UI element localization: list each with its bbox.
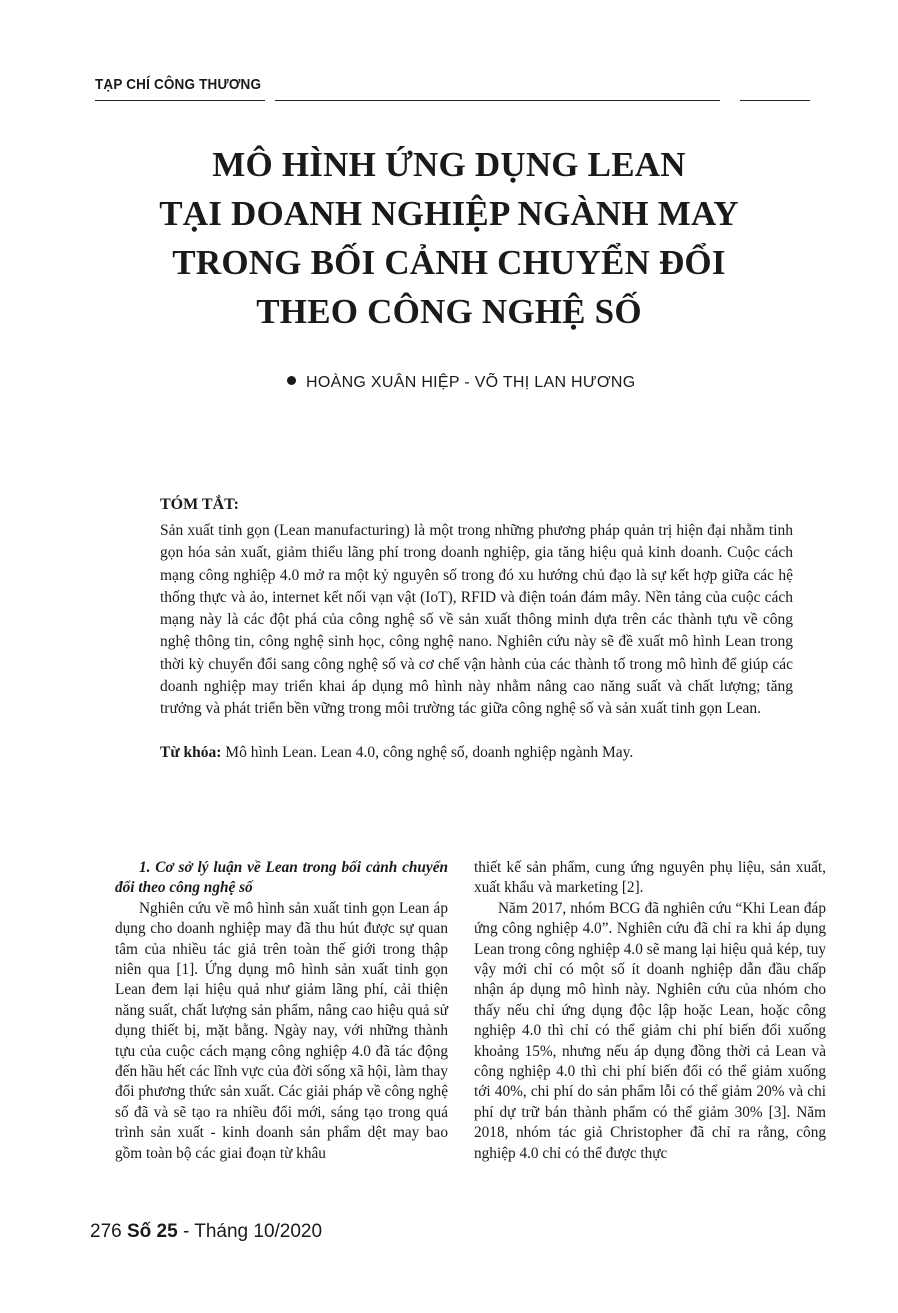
header-rule-right [740, 100, 810, 101]
keywords-text: Mô hình Lean. Lean 4.0, công nghệ số, doanh nghiệp ngành May. [225, 744, 634, 761]
keywords-label: Từ khóa: [160, 744, 222, 761]
body-column-left [115, 858, 448, 1164]
page-footer [90, 1221, 322, 1243]
issue-date: Tháng 10/2020 [194, 1221, 323, 1242]
bullet-icon [287, 376, 296, 385]
abstract-body [160, 520, 793, 721]
issue-number: Số 25 [126, 1221, 178, 1242]
section-heading: 1. Cơ sở lý luận về Lean trong bối cảnh chuyển đổi theo công nghệ số [115, 859, 448, 897]
title-line: THEO CÔNG NGHỆ SỐ [256, 292, 642, 331]
body-column-right [474, 858, 826, 1164]
abstract-text: Sản xuất tinh gọn (Lean manufacturing) là một trong những phương pháp quản trị hiện đại nhằm tinh gọn hóa sản xuất, giảm thiểu lãng phí trong doanh nghiệp, gia tăng hiệu quả kinh doanh. Cuộc cách mạng công nghiệp 4.0 mở ra một kỷ nguyên số trong đó xu hướng chủ đạo là sự kết hợp giữa các hệ thống thực và ảo, internet kết nối vạn vật (IoT), RFID và điện toán đám mây. Nền tảng của cuộc cách mạng này là các đột phá của công nghệ số về sản xuất thông minh dựa trên các thành tựu về công nghệ thông tin, công nghệ sinh học, công nghệ nano. Nghiên cứu này sẽ đề xuất mô hình Lean trong thời kỳ chuyển đổi sang công nghệ số và cơ chế vận hành của các thành tố trong mô hình để giúp các doanh nghiệp may triển khai áp dụng mô hình này nhằm nâng cao năng suất và chất lượng; tăng trưởng và phát triển bền vững trong môi trường tác giữa công nghệ số và sản xuất tinh gọn Lean. [160, 522, 793, 718]
authors [287, 374, 636, 392]
keywords [160, 744, 800, 762]
author-names: HOÀNG XUÂN HIỆP - VÕ THỊ LAN HƯƠNG [306, 374, 636, 391]
title-line: TRONG BỐI CẢNH CHUYỂN ĐỔI [172, 243, 726, 282]
page-number: 276 [90, 1221, 122, 1242]
journal-name: TẠP CHÍ CÔNG THƯƠNG [95, 76, 262, 93]
title-line: MÔ HÌNH ỨNG DỤNG LEAN [212, 145, 686, 184]
header-rule-left [95, 100, 265, 101]
body-paragraph: Nghiên cứu về mô hình sản xuất tinh gọn Lean áp dụng cho doanh nghiệp may đã thu hút được sự quan tâm của nhiều tác giả trên toàn thế giới trong thập niên qua [1]. Ứng dụng mô hình sản xuất tinh gọn Lean đem lại hiệu quả như giảm lãng phí, cải thiện năng suất, chất lượng sản phẩm, nâng cao hiệu quả sử dụng thiết bị, mặt bằng. Ngày nay, với những thành tựu của cuộc cách mạng công nghiệp 4.0 đã tác động đến hầu hết các lĩnh vực của đời sống xã hội, làm thay đổi phương thức sản xuất. Các giải pháp về công nghệ số đã và sẽ tạo ra nhiều đổi mới, sáng tạo trong quá trình sản xuất - kinh doanh sản phẩm dệt may bao gồm toàn bộ các giai đoạn từ khâu [115, 899, 448, 1162]
article-title [0, 140, 898, 336]
body-paragraph: Năm 2017, nhóm BCG đã nghiên cứu “Khi Lean đáp ứng công nghiệp 4.0”. Nghiên cứu đã chỉ ra khi áp dụng Lean trong công nghiệp 4.0 sẽ mang lại hiệu quả kép, tuy vậy mới chỉ có một số ít doanh nghiệp dẫn đầu chấp nhận áp dụng mô hình này. Nghiên cứu của nhóm cho thấy nếu chỉ ứng dụng độc lập hoặc Lean, hoặc công nghiệp 4.0 thì chỉ có thể giảm chi phí biến đổi xuống khoảng 15%, nhưng nếu áp dụng đồng thời cả Lean và công nghiệp 4.0 thì chi phí biến đổi có thể giảm xuống tới 40%, chi phí do sản phẩm lỗi có thể giảm 20% và chi phí dự trữ bán thành phẩm có thể giảm 30% [3]. Năm 2018, nhóm tác giả Christopher đã chỉ ra rằng, công nghiệp 4.0 chỉ có thể được thực [474, 899, 826, 1162]
footer-separator: - [177, 1221, 195, 1242]
body-paragraph-continued: thiết kế sản phẩm, cung ứng nguyên phụ liệu, sản xuất, xuất khẩu và marketing [2]. [474, 859, 826, 897]
title-line: TẠI DOANH NGHIỆP NGÀNH MAY [159, 194, 739, 233]
header-rule-middle [275, 100, 720, 101]
abstract-heading: TÓM TẮT: [160, 496, 239, 513]
